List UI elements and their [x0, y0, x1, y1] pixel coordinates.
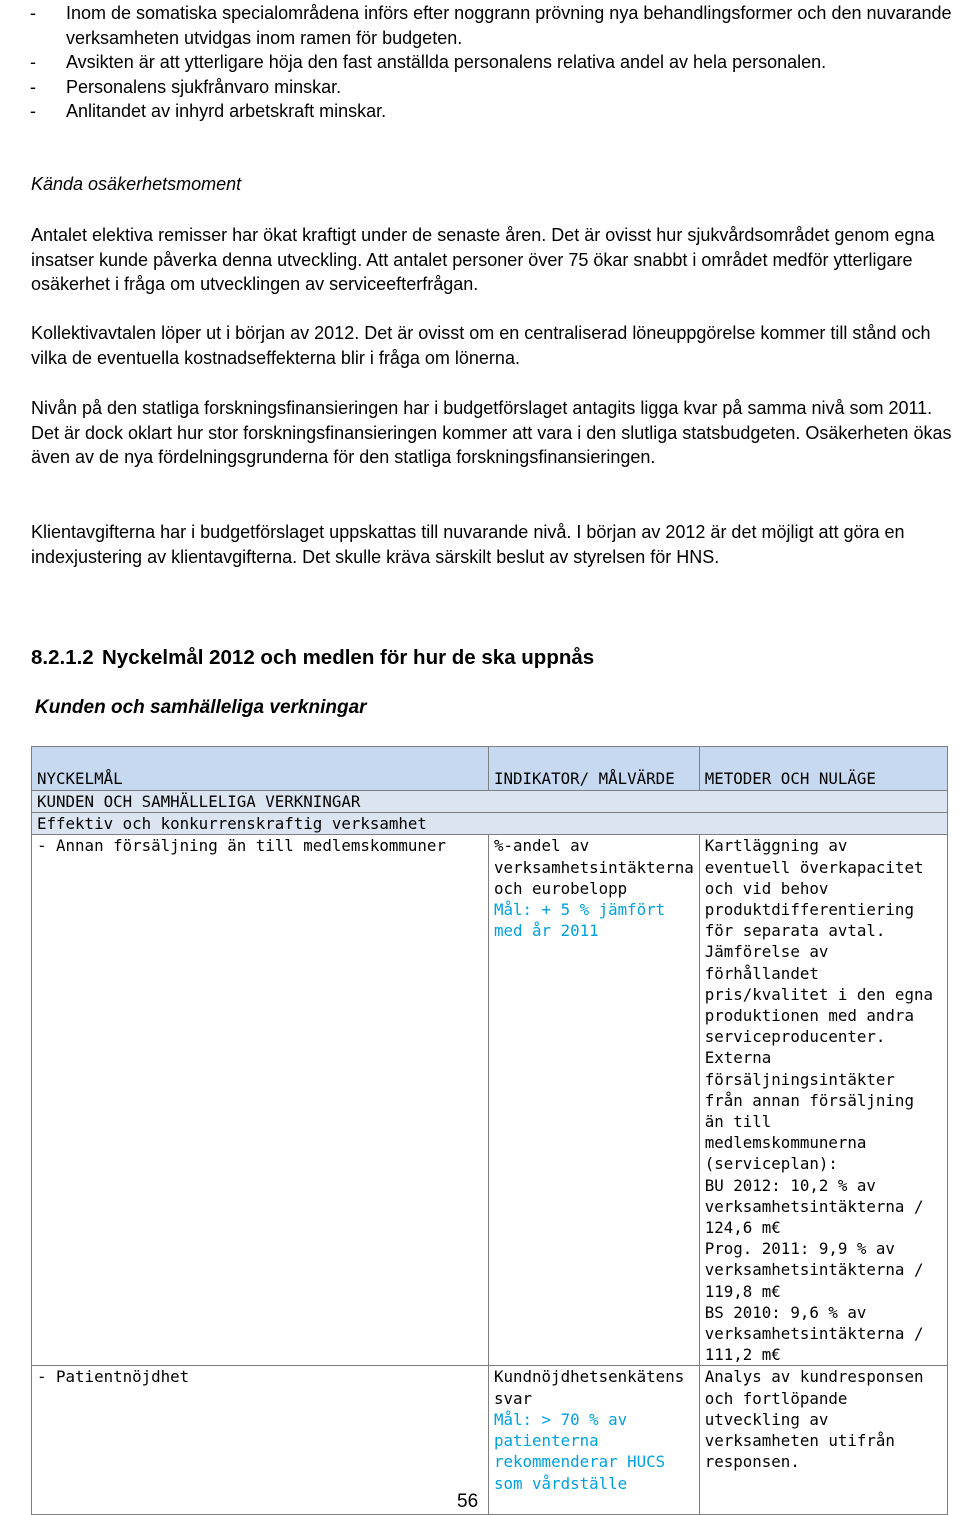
row-goal: - Patientnöjdhet: [32, 1366, 489, 1515]
method-text: Externa försäljningsintäkter från annan försäljning än till medlemskommunerna (serviceplan):: [704, 1048, 914, 1174]
bullet-text: Avsikten är att ytterligare höja den fast anställda personalens relativa andel av hela personalen.: [66, 52, 827, 72]
section-number: 8.2.1.2: [31, 646, 94, 669]
bullet-text: Personalens sjukfrånvaro minskar.: [66, 76, 342, 97]
header-methods: METODER OCH NULÄGE: [699, 747, 947, 791]
header-goal: NYCKELMÅL: [32, 747, 489, 791]
table-header-row: [32, 747, 948, 791]
target-text: Mål: + 5 % jämfört med år 2011: [494, 900, 666, 941]
risks-heading: Kända osäkerhetsmoment: [31, 174, 242, 194]
row-methods: [699, 835, 947, 1366]
section-heading: [31, 646, 594, 670]
paragraph: Nivån på den statliga forskningsfinansieringen har i budgetförslaget antagits ligga kvar på samma nivå som 2011. Det är dock oklart hur stor forskningsfinansieringen kommer att vara i den slutliga statsbudgeten. Osäkerheten ökas även av de nya fördelningsgrunderna för den statliga forskningsfinansieringen.: [31, 398, 952, 468]
bullet-dash: -: [30, 3, 36, 23]
key-goals-table: [31, 746, 948, 1515]
subheading: Kunden och samhälleliga verkningar: [35, 697, 367, 718]
table-band-row: [32, 791, 948, 813]
bullet-item: [30, 75, 955, 100]
paragraph: Kollektivavtalen löper ut i början av 2012. Det är ovisst om en centraliserad löneuppgörelse kommer till stånd och vilka de eventuella kostnadseffekterna blir i fråga om lönerna.: [31, 323, 931, 368]
method-text: Analys av kundresponsen och fortlöpande utveckling av verksamheten utifrån responsen.: [704, 1367, 924, 1472]
row-methods: [699, 1366, 947, 1515]
method-text: BS 2010: 9,6 % av verksamhetsintäkterna / 111,2 m€: [704, 1302, 924, 1365]
bullet-dash: -: [30, 52, 36, 72]
indicator-text: %-andel av verksamhetsintäkterna och eurobelopp: [494, 836, 694, 898]
indicator-text: Kundnöjdhetsenkätens svar: [494, 1367, 685, 1408]
row-goal: - Annan försäljning än till medlemskommuner: [32, 835, 489, 1366]
bullet-item: [30, 1, 955, 50]
table-row: [32, 835, 948, 1366]
bullet-text: Inom de somatiska specialområdena införs efter noggrann prövning nya behandlingsformer och den nuvarande verksamheten utvidgas inom ramen för budgeten.: [66, 3, 952, 48]
method-text: BU 2012: 10,2 % av verksamhetsintäkterna / 124,6 m€: [704, 1175, 924, 1238]
bullet-dash: -: [30, 76, 36, 97]
paragraph: Antalet elektiva remisser har ökat kraftigt under de senaste åren. Det är ovisst hur sjukvårdsområdet genom egna insatser kunde påverka denna utveckling. Att antalet personer över 75 ökar snabbt i området medför ytterligare osäkerhet i fråga om utvecklingen av serviceefterfrågan.: [31, 225, 935, 295]
paragraph: Klientavgifterna har i budgetförslaget uppskattas till nuvarande nivå. I början av 2012 är det möjligt att göra en indexjustering av klientavgifterna. Det skulle kräva särskilt beslut av styrelsen för HNS.: [31, 522, 905, 567]
bullet-item: [30, 99, 955, 124]
band-efficiency: Effektiv och konkurrenskraftig verksamhet: [32, 813, 948, 835]
row-indicator: [489, 835, 700, 1366]
band-customer: KUNDEN OCH SAMHÄLLELIGA VERKNINGAR: [32, 791, 948, 813]
header-indicator: INDIKATOR/ MÅLVÄRDE: [489, 747, 700, 791]
method-text: Kartläggning av eventuell överkapacitet och vid behov produktdifferentiering för separata avtal. Jämförelse av förhållandet pris/kvalitet i den egna produktionen med andra serviceproducenter.: [704, 836, 933, 1047]
target-text: Mål: > 70 % av patienterna rekommenderar HUCS som vårdställe: [494, 1409, 666, 1493]
section-title: Nyckelmål 2012 och medlen för hur de ska uppnås: [102, 646, 595, 669]
table-band-row: [32, 813, 948, 835]
bullet-item: [30, 50, 955, 75]
bullet-text: Anlitandet av inhyrd arbetskraft minskar.: [66, 101, 387, 121]
bullet-list: [30, 1, 955, 124]
row-indicator: [489, 1366, 700, 1515]
page-number: 56: [457, 1491, 479, 1512]
table-row: [32, 1366, 948, 1515]
bullet-dash: -: [30, 101, 36, 121]
method-text: Prog. 2011: 9,9 % av verksamhetsintäkterna / 119,8 m€: [704, 1239, 924, 1301]
